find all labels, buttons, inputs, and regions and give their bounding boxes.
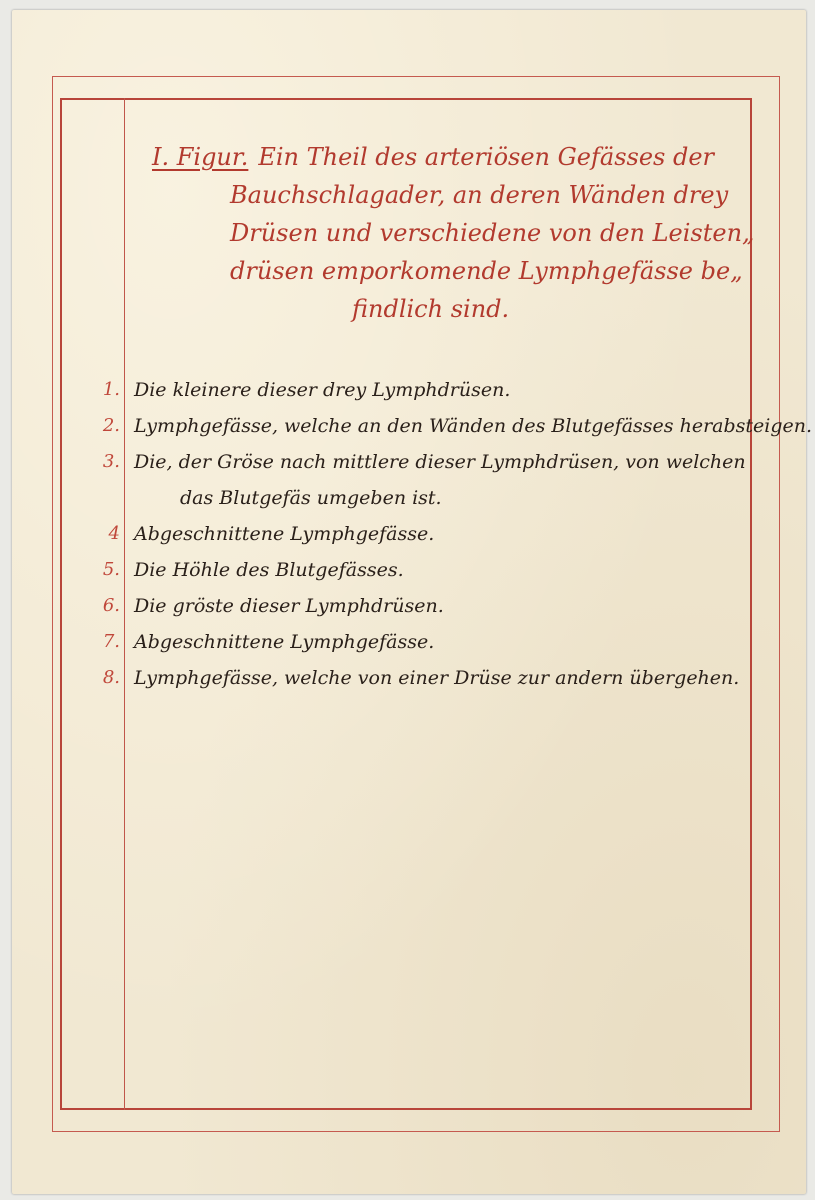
legend-text: Die kleinere dieser drey Lymphdrüsen. [134, 379, 511, 401]
legend-item [96, 624, 776, 660]
figure-label: I. Figur. [152, 143, 249, 171]
legend-text: Lymphgefässe, welche von einer Drüse zur andern übergehen. [134, 667, 740, 689]
legend-text: Die gröste dieser Lymphdrüsen. [134, 595, 444, 617]
legend-item [96, 516, 776, 552]
figure-heading [152, 138, 755, 328]
heading-line-4: drüsen emporkomende Lymphgefässe be„ [230, 257, 743, 285]
legend-text: Die Höhle des Blutgefässes. [134, 559, 404, 581]
legend-item [96, 444, 776, 480]
legend-list [96, 372, 813, 696]
heading-line-1 [152, 138, 732, 176]
heading-text: Ein Theil des arteriösen Gefässes der [258, 143, 715, 171]
legend-item [96, 552, 776, 588]
legend-number: 7. [102, 631, 120, 652]
legend-number: 5. [102, 559, 120, 580]
legend-number: 4 [108, 523, 120, 544]
legend-text: Abgeschnittene Lymphgefässe. [134, 631, 435, 653]
legend-text: Die, der Gröse nach mittlere dieser Lymphdrüsen, von welchen [134, 451, 746, 473]
heading-line-2: Bauchschlagader, an deren Wänden drey [230, 181, 729, 209]
manuscript-page [12, 10, 813, 1194]
legend-number: 2. [102, 415, 120, 436]
legend-item [96, 588, 776, 624]
legend-text: das Blutgefäs umgeben ist. [180, 487, 442, 509]
legend-item [96, 372, 776, 408]
legend-number: 3. [102, 451, 120, 472]
legend-number: 1. [102, 379, 120, 400]
legend-number: 6. [102, 595, 120, 616]
heading-line-3: Drüsen und verschiedene von den Leisten„ [230, 219, 755, 247]
legend-number: 8. [102, 667, 120, 688]
heading-line-5: findlich sind. [352, 295, 510, 323]
legend-text: Abgeschnittene Lymphgefässe. [134, 523, 435, 545]
legend-item [96, 408, 813, 444]
legend-text: Lymphgefässe, welche an den Wänden des Blutgefässes herabsteigen. [134, 415, 813, 437]
legend-item [96, 660, 776, 696]
legend-item-continuation [96, 480, 776, 516]
